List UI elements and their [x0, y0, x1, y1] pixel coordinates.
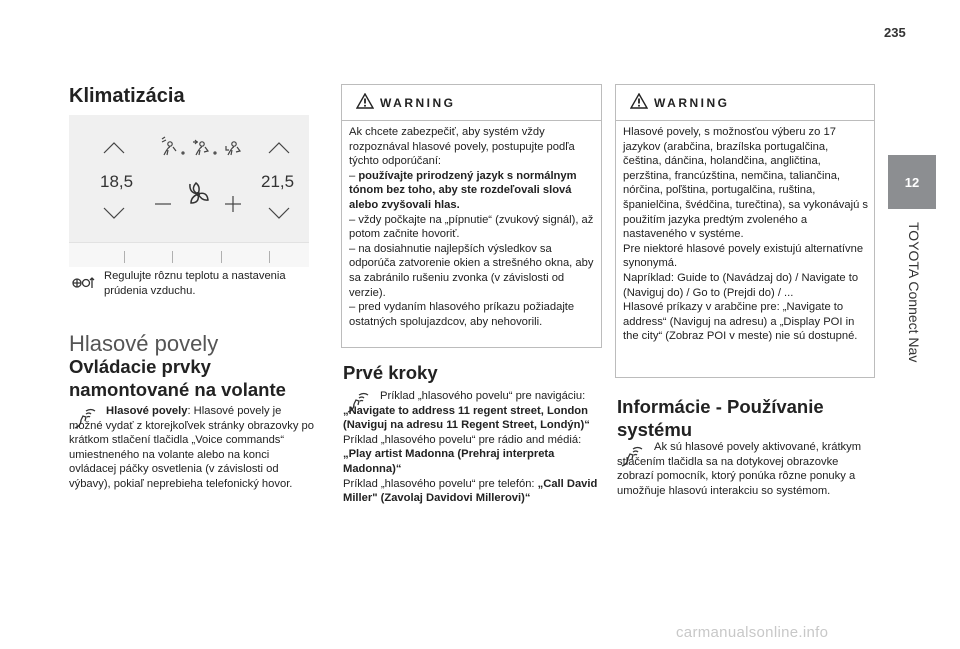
left-temp-value: 18,5 — [100, 172, 134, 191]
side-label-text: TOYOTA Connect Nav — [906, 222, 922, 363]
left-temp-down-icon — [104, 208, 124, 218]
warning-item-2: – vždy počkajte na „pípnutie“ (zvukový signál), až potom začnite hovoriť. — [349, 213, 594, 241]
warning-item-4: – pred vydaním hlasového príkazu požiadajte ostatných spolujazdcov, aby nehovorili. — [349, 301, 575, 328]
warning-body — [349, 125, 595, 329]
warning-item-3: – na dosiahnutie najlepších výsledkov sa odporúča zatvorenie okien a strešného okna, aby sa zabránilo rušeniu zvonka (v závislosti od verzie). — [349, 242, 594, 299]
airflow-feet-icon — [226, 142, 240, 155]
voice-commands-text: : Hlasové povely je možné vydať z ktorejkoľvek stránky obrazovky po krátkom stlačení tlačidla „Voice commands“ umiestneného na volante alebo na konci ovládacej páčky osvetlenia (v závislosti od výbavy), pokiaľ neprebieha telefonický hovor. — [69, 405, 314, 490]
right-temp-down-icon — [269, 208, 289, 218]
arabic-note: Hlasové príkazy v arabčine pre: „Navigate to address“ (Naviguj na adresu) a „Display POI in the city“ (Zobraz POI v meste) nie sú dostupné. — [623, 301, 858, 343]
media-example — [343, 433, 601, 477]
synonyms-text: Pre niektoré hlasové povely existujú alternatívne synonymá. — [623, 242, 864, 270]
warning-box-languages — [615, 84, 875, 378]
media-example-command: „Play artist Madonna (Prehraj interpreta Madonna)“ — [343, 448, 555, 475]
nav-example — [343, 389, 601, 433]
climate-title: Klimatizácia — [69, 85, 185, 107]
chapter-tab: 12 — [888, 155, 936, 209]
first-steps-body — [343, 389, 601, 506]
synonyms-example: Napríklad: Guide to (Navádzaj do) / Navigate to (Naviguj do) / Go to (Prejdi do) / ... — [623, 271, 859, 299]
languages-text: Hlasové povely, s možnosťou výberu zo 17 jazykov (arabčina, brazílska portugalčina, čeština, dánčina, holandčina, angličtina, perzština, francúzština, nemčina, taliančina, nórčina, poľština, portugalčina, ruština, španielčina, švédčina, turečtina), sa vykonávajú s použitím jazyka predtým zvoleného a nastaveného v systéme. — [623, 126, 869, 241]
page-number: 235 — [884, 25, 906, 40]
right-temp-up-icon — [269, 143, 289, 153]
phone-example-command: „Call David Miller" (Zavolaj Davidovi Millerovi)“ — [343, 477, 598, 505]
warning-box-recommendations — [341, 84, 602, 348]
media-example-intro: Príklad „hlasového povelu“ pre rádio and médiá: — [343, 433, 582, 446]
watermark: carmanualsonline.info — [676, 624, 829, 641]
warning-item-1 — [349, 169, 595, 213]
climate-caption: Regulujte rôznu teplotu a nastavenia prúdenia vzduchu. — [104, 270, 286, 297]
right-temp-value: 21,5 — [261, 172, 295, 191]
climate-controls-icon — [71, 275, 99, 293]
climate-panel-illustration — [69, 115, 309, 266]
info-usage-text — [617, 440, 875, 498]
warning-label-2: WARNING — [654, 96, 730, 110]
separator-dot-1 — [182, 152, 184, 154]
warning-triangle-icon — [630, 93, 648, 109]
panel-bottom-strip — [69, 242, 309, 267]
separator-dot-2 — [214, 152, 216, 154]
nav-example-command: „Navigate to address 11 regent street, London (Naviguj na adresu 11 Regent Street, Londýn)“ — [343, 404, 590, 432]
side-label — [902, 222, 922, 402]
warning-item-1-bold: používajte prirodzený jazyk s normálnym tónom bez toho, aby ste rozdeľovali slová alebo zvyšovali hlas. — [349, 169, 577, 211]
warning-intro: Ak chcete zabezpečiť, aby systém vždy rozpoznával hlasové povely, postupujte podľa týchto odporúčaní: — [349, 126, 575, 168]
airflow-face-icon — [162, 137, 176, 155]
info-usage-title: Informácie - Používanie systému — [617, 396, 824, 440]
airflow-face-feet-icon — [193, 140, 208, 155]
voice-commands-bold: Hlasové povely — [106, 405, 188, 417]
voice-section-title: Hlasové povely — [69, 331, 219, 357]
phone-example-intro: Príklad „hlasového povelu“ pre telefón: — [343, 477, 535, 490]
nav-example-intro: Príklad „hlasového povelu“ pre navigáciu: — [380, 390, 586, 402]
voice-commands-paragraph — [69, 404, 314, 492]
fan-icon — [190, 183, 208, 203]
steering-controls-title: Ovládacie prvky namontované na volante — [69, 356, 286, 400]
phone-example — [343, 477, 601, 506]
warning-triangle-icon — [356, 93, 374, 109]
panel-tick — [221, 251, 222, 263]
panel-tick — [172, 251, 173, 263]
warning-label: WARNING — [380, 96, 456, 110]
first-steps-title: Prvé kroky — [343, 362, 438, 383]
warning-body-2 — [623, 125, 868, 344]
warning-header-2 — [616, 85, 874, 121]
panel-tick — [124, 251, 125, 263]
panel-tick — [269, 251, 270, 263]
warning-item-1-dash: – — [349, 169, 356, 182]
info-usage-body: Ak sú hlasové povely aktivované, krátkym stlačením tlačidla sa na dotykovej obrazovke zobrazí pomocník, ktorý ponúka rôzne ponuky a umožňuje hlasovú interakciu so systémom. — [617, 441, 862, 497]
warning-header — [342, 85, 601, 121]
left-temp-up-icon — [104, 143, 124, 153]
